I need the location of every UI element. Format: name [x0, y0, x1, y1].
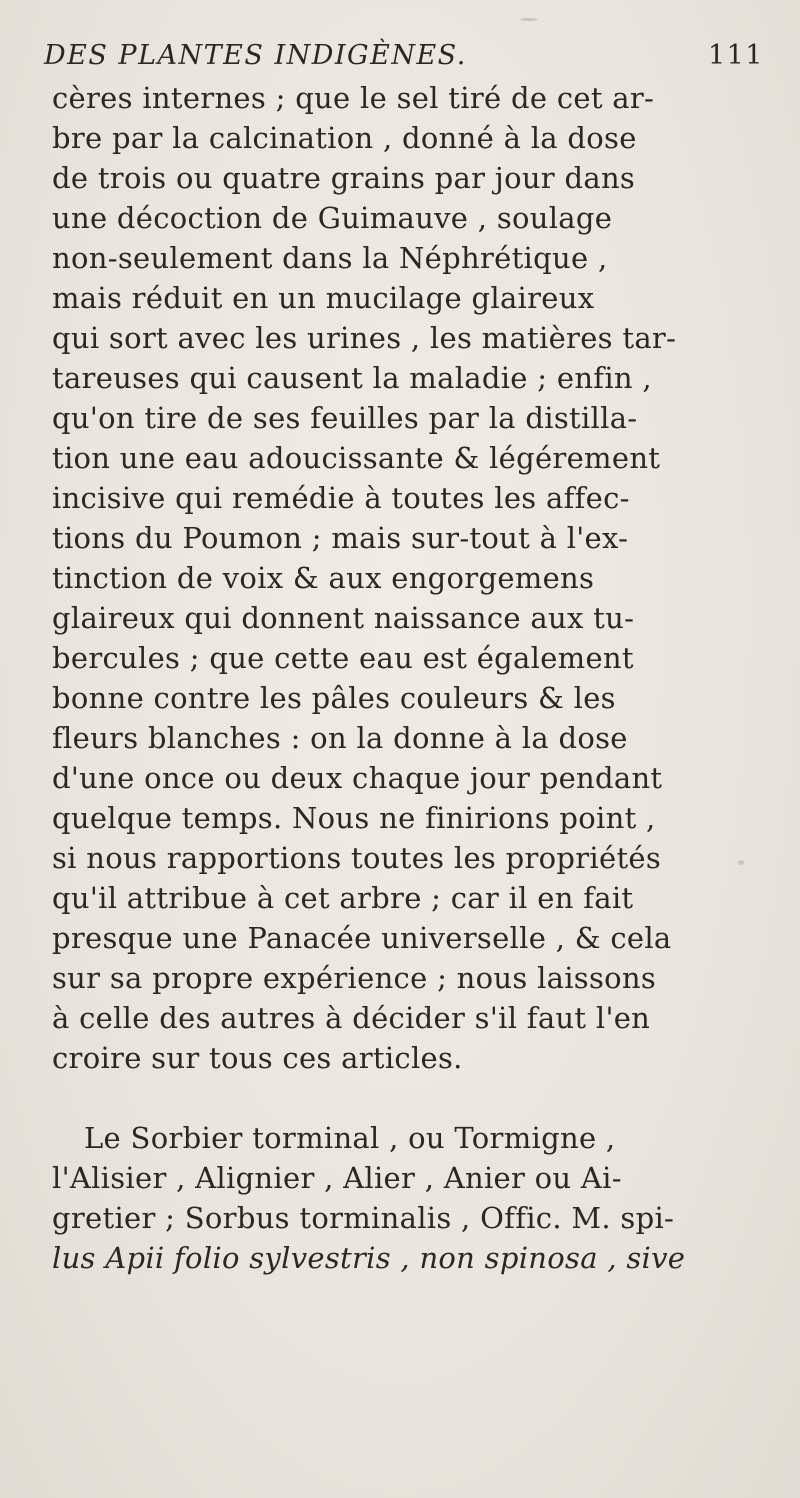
text-line: tinction de voix & aux engorgemens — [52, 561, 595, 595]
text-line: sur sa propre expérience ; nous laissons — [52, 961, 657, 995]
text-line: d'une once ou deux chaque jour pendant — [52, 761, 663, 795]
text-line: qu'on tire de ses feuilles par la distilla- — [52, 401, 638, 435]
text-line: qui sort avec les urines , les matières tar- — [52, 321, 677, 355]
text-line: gretier ; Sorbus torminalis , Offic. M. spi- — [52, 1201, 675, 1235]
running-title: DES PLANTES INDIGÈNES. — [44, 40, 467, 71]
text-line: l'Alisier , Alignier , Alier , Anier ou Ai- — [52, 1161, 622, 1195]
text-line: mais réduit en un mucilage glaireux — [52, 281, 595, 315]
running-header — [44, 40, 764, 80]
text-line: presque une Panacée universelle , & cela — [52, 921, 672, 955]
paper-speck — [738, 860, 744, 865]
text-line: une décoction de Guimauve , soulage — [52, 201, 613, 235]
text-line: bonne contre les pâles couleurs & les — [52, 681, 616, 715]
text-line: fleurs blanches : on la donne à la dose — [52, 721, 628, 755]
text-line: quelque temps. Nous ne finirions point , — [52, 801, 656, 835]
text-line: non-seulement dans la Néphrétique , — [52, 241, 608, 275]
paper-speck — [520, 18, 538, 21]
text-line: cères internes ; que le sel tiré de cet ar- — [52, 81, 655, 115]
text-line: glaireux qui donnent naissance aux tu- — [52, 601, 635, 635]
text-line: de trois ou quatre grains par jour dans — [52, 161, 636, 195]
text-line: si nous rapportions toutes les propriétés — [52, 841, 662, 875]
text-line: bre par la calcination , donné à la dose — [52, 121, 637, 155]
text-line: tion une eau adoucissante & légérement — [52, 441, 661, 475]
text-line: lus Apii folio sylvestris , non spinosa , sive — [52, 1241, 686, 1275]
text-line: Le Sorbier torminal , ou Tormigne , — [84, 1121, 616, 1155]
text-line: tareuses qui causent la maladie ; enfin , — [52, 361, 652, 395]
text-line: croire sur tous ces articles. — [52, 1041, 463, 1075]
text-line: bercules ; que cette eau est également — [52, 641, 634, 675]
text-line: à celle des autres à décider s'il faut l'en — [52, 1001, 651, 1035]
text-line: qu'il attribue à cet arbre ; car il en fait — [52, 881, 634, 915]
page-number: 111 — [707, 40, 764, 71]
text-line: tions du Poumon ; mais sur-tout à l'ex- — [52, 521, 629, 555]
text-line: incisive qui remédie à toutes les affec- — [52, 481, 630, 515]
